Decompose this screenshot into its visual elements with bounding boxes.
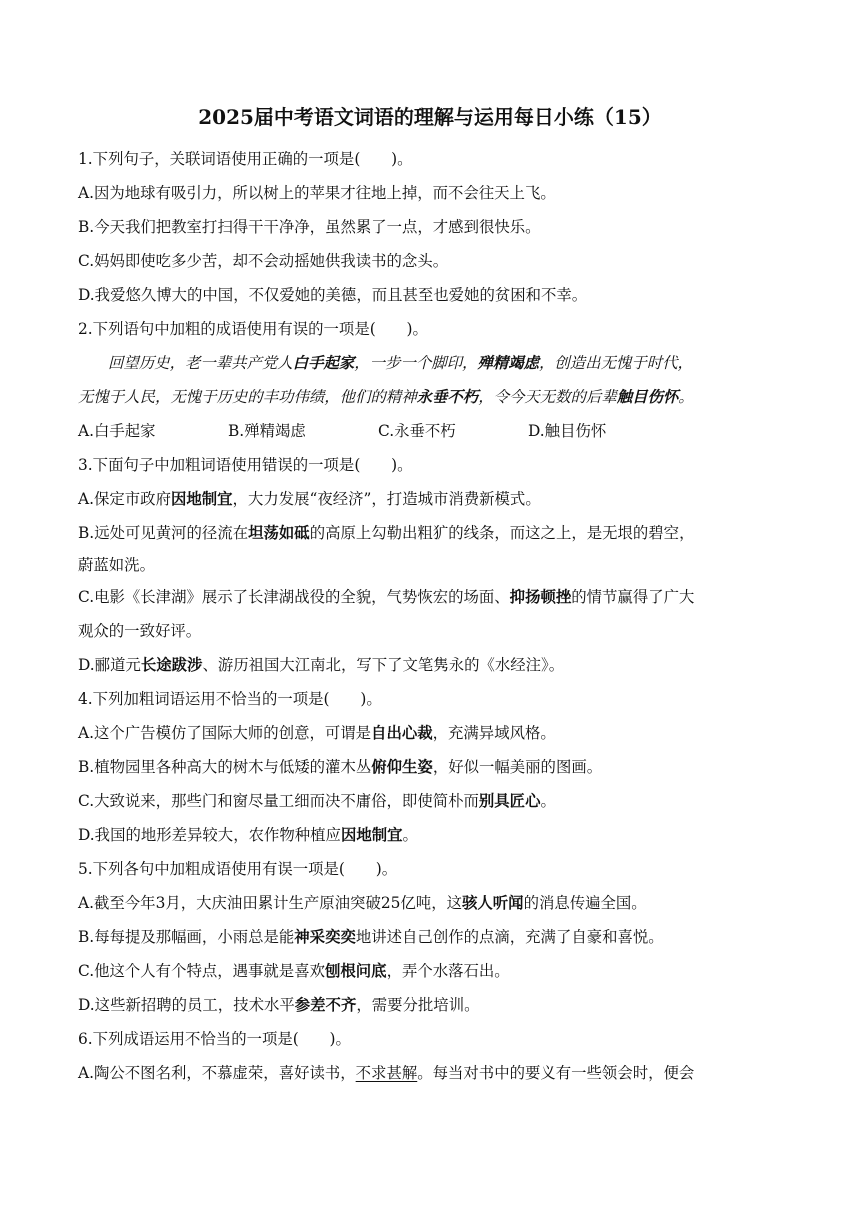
passage-text: 回望历史，老一辈共产党人 [108,354,293,372]
option-text: 。每当对书中的要义有一些领会时，便会 [417,1064,695,1082]
question-3-option-c-continued: 观众的一致好评。 [78,622,202,640]
question-3-option-c [78,580,778,614]
option-text: A.陶公不图名利，不慕虚荣，喜好读书， [78,1064,356,1082]
bold-idiom: 俯仰生姿 [371,758,433,776]
question-4-option-d [78,818,778,852]
bold-idiom: 参差不齐 [294,996,357,1014]
option-text: 地讲述自己创作的点滴，充满了自豪和喜悦。 [355,928,664,946]
question-5-stem: 5.下列各句中加粗成语使用有误一项是( )。 [78,860,398,878]
option-text: B.每每提及那幅画，小雨总是能 [78,928,295,946]
option-text: A.这个广告模仿了国际大师的创意，可谓是 [78,724,372,742]
option-text: C.他这个人有个特点，遇事就是喜欢 [78,962,325,980]
question-5-option-a [78,886,778,920]
option-text: 。 [540,792,556,810]
question-3-option-b-continued: 蔚蓝如洗。 [78,556,155,574]
option-text: B.远处可见黄河的径流在 [78,524,249,542]
option-text: ，需要分批培训。 [356,996,480,1014]
question-2-passage-line-2 [78,380,778,414]
question-1-option-a: A.因为地球有吸引力，所以树上的苹果才往地上掉，而不会往天上飞。 [78,184,556,202]
option-text: C.大致说来，那些门和窗尽量工细而决不庸俗，即使简朴而 [78,792,479,810]
question-3-option-b [78,516,778,550]
option-text: ，弄个水落石出。 [386,962,510,980]
question-1-option-d: D.我爱悠久博大的中国，不仅爱她的美德，而且甚至也爱她的贫困和不幸。 [78,286,588,304]
passage-text: 无愧于人民，无愧于历史的丰功伟绩，他们的精神 [78,388,417,406]
option-text: ，好似一幅美丽的图画。 [432,758,603,776]
question-3-option-a [78,482,778,516]
question-1-option-c: C.妈妈即使吃多少苦，却不会动摇她供我读书的念头。 [78,252,449,270]
option-text: A.保定市政府 [78,490,171,508]
option-text: 的情节赢得了广大 [571,588,695,606]
question-2-stem: 2.下列语句中加粗的成语使用有误的一项是( )。 [78,320,428,338]
question-3-option-d [78,648,778,682]
option-text: B.植物园里各种高大的树木与低矮的灌木丛 [78,758,372,776]
bold-idiom: 刨根问底 [324,962,387,980]
bold-idiom: 神采奕奕 [294,928,356,946]
option-text: C.电影《长津湖》展示了长津湖战役的全貌，气势恢宏的场面、 [78,588,510,606]
question-2-option-d: D.触目伤怀 [528,422,607,440]
question-4-option-a [78,716,778,750]
bold-idiom: 殚精竭虑 [477,354,539,372]
bold-idiom: 白手起家 [292,354,355,372]
passage-text: ，创造出无愧于时代， [539,354,693,372]
page-title: 2025届中考语文词语的理解与运用每日小练（15） [198,105,662,129]
question-5-option-c [78,954,778,988]
option-text: 的高原上勾勒出粗犷的线条，而这之上，是无垠的碧空， [309,524,695,542]
question-2-passage-line-1 [108,346,778,380]
question-5-option-d [78,988,778,1022]
question-5-option-b [78,920,778,954]
option-text: D.这些新招聘的员工，技术水平 [78,996,295,1014]
question-4-option-b [78,750,778,784]
question-4-option-c [78,784,778,818]
option-text: D.郦道元 [78,656,141,674]
bold-idiom: 长途跋涉 [140,656,203,674]
question-2-option-a: A.白手起家 [78,422,156,440]
passage-text: ，令今天无数的后辈 [478,388,617,406]
option-text: 、游历祖国大江南北，写下了文笔隽永的《水经注》。 [202,656,565,674]
bold-idiom: 坦荡如砥 [248,524,310,542]
option-text: A.截至今年3月，大庆油田累计生产原油突破25亿吨，这 [78,894,462,912]
question-6-stem: 6.下列成语运用不恰当的一项是( )。 [78,1030,351,1048]
option-text: 的消息传遍全国。 [523,894,647,912]
question-3-stem: 3.下面句子中加粗词语使用错误的一项是( )。 [78,456,413,474]
bold-idiom: 因地制宜 [170,490,233,508]
question-1-stem: 1.下列句子，关联词语使用正确的一项是( )。 [78,150,413,168]
question-2-option-b: B.殚精竭虑 [228,422,306,440]
question-4-stem: 4.下列加粗词语运用不恰当的一项是( )。 [78,690,382,708]
question-6-option-a [78,1056,778,1090]
bold-idiom: 自出心裁 [371,724,433,742]
bold-idiom: 别具匠心 [478,792,541,810]
bold-idiom: 触目伤怀 [616,388,679,406]
option-text: 。 [402,826,418,844]
option-text: ，充满异域风格。 [432,724,556,742]
underlined-idiom: 不求甚解 [355,1064,418,1082]
question-1-option-b: B.今天我们把教室打扫得干干净净，虽然累了一点，才感到很快乐。 [78,218,541,236]
option-text: D.我国的地形差异较大，农作物种植应 [78,826,341,844]
question-2-option-c: C.永垂不朽 [378,422,456,440]
bold-idiom: 因地制宜 [340,826,403,844]
passage-text: 。 [678,388,694,406]
bold-idiom: 抑扬顿挫 [509,588,572,606]
bold-idiom: 骇人听闻 [461,894,524,912]
bold-idiom: 永垂不朽 [416,388,479,406]
option-text: ，大力发展“夜经济”，打造城市消费新模式。 [232,490,541,508]
passage-text: ，一步一个脚印， [354,354,478,372]
